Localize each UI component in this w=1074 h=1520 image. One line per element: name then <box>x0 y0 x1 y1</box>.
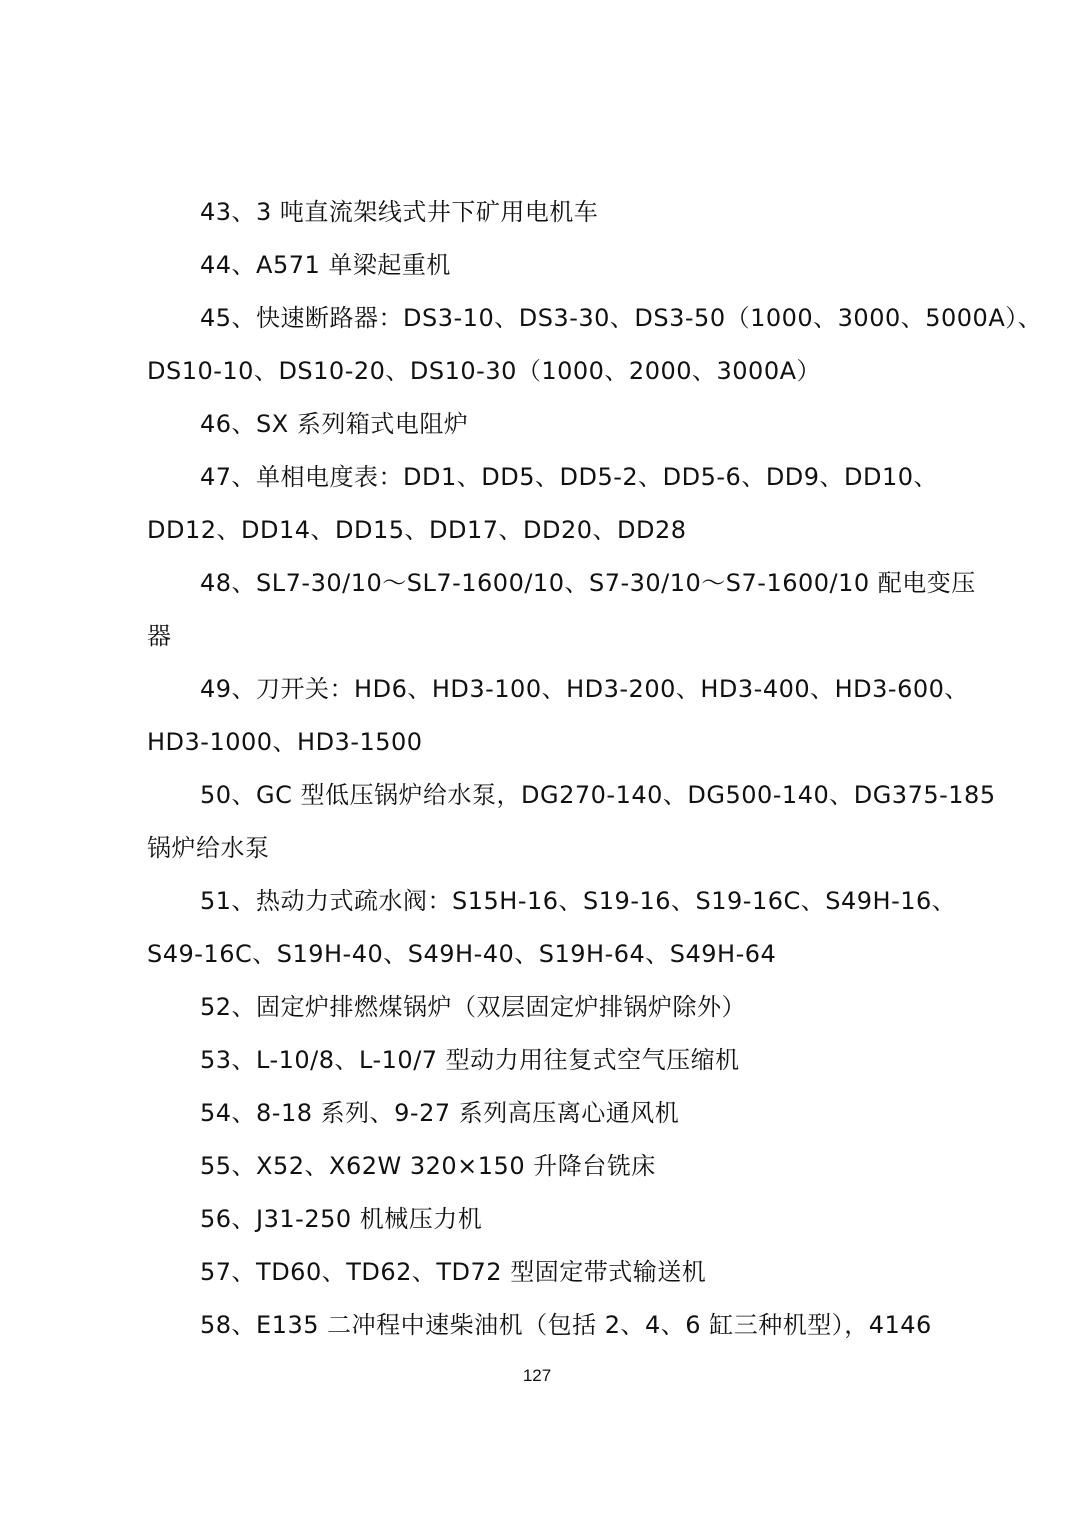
item-line: 47、单相电度表：DD1、DD5、DD5-2、DD5-6、DD9、DD10、 <box>200 463 939 491</box>
list-item <box>147 1246 933 1299</box>
item-line: 45、快速断路器：DS3-10、DS3-30、DS3-50（1000、3000、5000A）、 <box>200 304 1043 332</box>
item-line: 52、固定炉排燃煤锅炉（双层固定炉排锅炉除外） <box>200 993 747 1021</box>
catalog-list <box>147 186 1043 1352</box>
list-item <box>147 1034 933 1087</box>
item-line: 55、X52、X62W 320×150 升降台铣床 <box>200 1152 656 1180</box>
item-line-continued: HD3-1000、HD3-1500 <box>147 728 423 756</box>
item-line: 56、J31-250 机械压力机 <box>200 1205 483 1233</box>
list-item <box>147 451 939 557</box>
list-item <box>147 1087 933 1140</box>
item-line: 48、SL7-30/10～SL7-1600/10、S7-30/10～S7-1600/10 配电变压 <box>200 569 976 597</box>
item-line: 54、8-18 系列、9-27 系列高压离心通风机 <box>200 1099 680 1127</box>
page-number: 127 <box>522 1366 552 1385</box>
item-line-continued: 器 <box>147 622 172 650</box>
item-line: 43、3 吨直流架线式井下矿用电机车 <box>200 198 599 226</box>
list-item <box>147 875 957 981</box>
list-item <box>147 1193 933 1246</box>
item-line-continued: S49-16C、S19H-40、S49H-40、S19H-64、S49H-64 <box>147 940 777 968</box>
item-line: 46、SX 系列箱式电阻炉 <box>200 410 469 438</box>
list-item <box>147 239 933 292</box>
item-line-continued: 锅炉给水泵 <box>147 834 270 862</box>
list-item <box>147 981 933 1034</box>
list-item <box>147 663 969 769</box>
list-item <box>147 769 996 875</box>
item-line: 57、TD60、TD62、TD72 型固定带式输送机 <box>200 1258 707 1286</box>
item-line: 49、刀开关：HD6、HD3-100、HD3-200、HD3-400、HD3-600、 <box>200 675 969 703</box>
item-line-continued: DS10-10、DS10-20、DS10-30（1000、2000、3000A） <box>147 357 822 385</box>
item-line: 50、GC 型低压锅炉给水泵，DG270-140、DG500-140、DG375-185 <box>200 781 996 809</box>
list-item <box>147 292 1043 398</box>
item-line: 51、热动力式疏水阀：S15H-16、S19-16、S19-16C、S49H-16、 <box>200 887 957 915</box>
list-item <box>147 398 933 451</box>
list-item <box>147 186 933 239</box>
list-item <box>147 1299 933 1352</box>
list-item <box>147 1140 933 1193</box>
item-line-continued: DD12、DD14、DD15、DD17、DD20、DD28 <box>147 516 687 544</box>
item-line: 53、L-10/8、L-10/7 型动力用往复式空气压缩机 <box>200 1046 740 1074</box>
item-line: 58、E135 二冲程中速柴油机（包括 2、4、6 缸三种机型），4146 <box>200 1311 932 1339</box>
list-item <box>147 557 976 663</box>
item-line: 44、A571 单梁起重机 <box>200 251 451 279</box>
